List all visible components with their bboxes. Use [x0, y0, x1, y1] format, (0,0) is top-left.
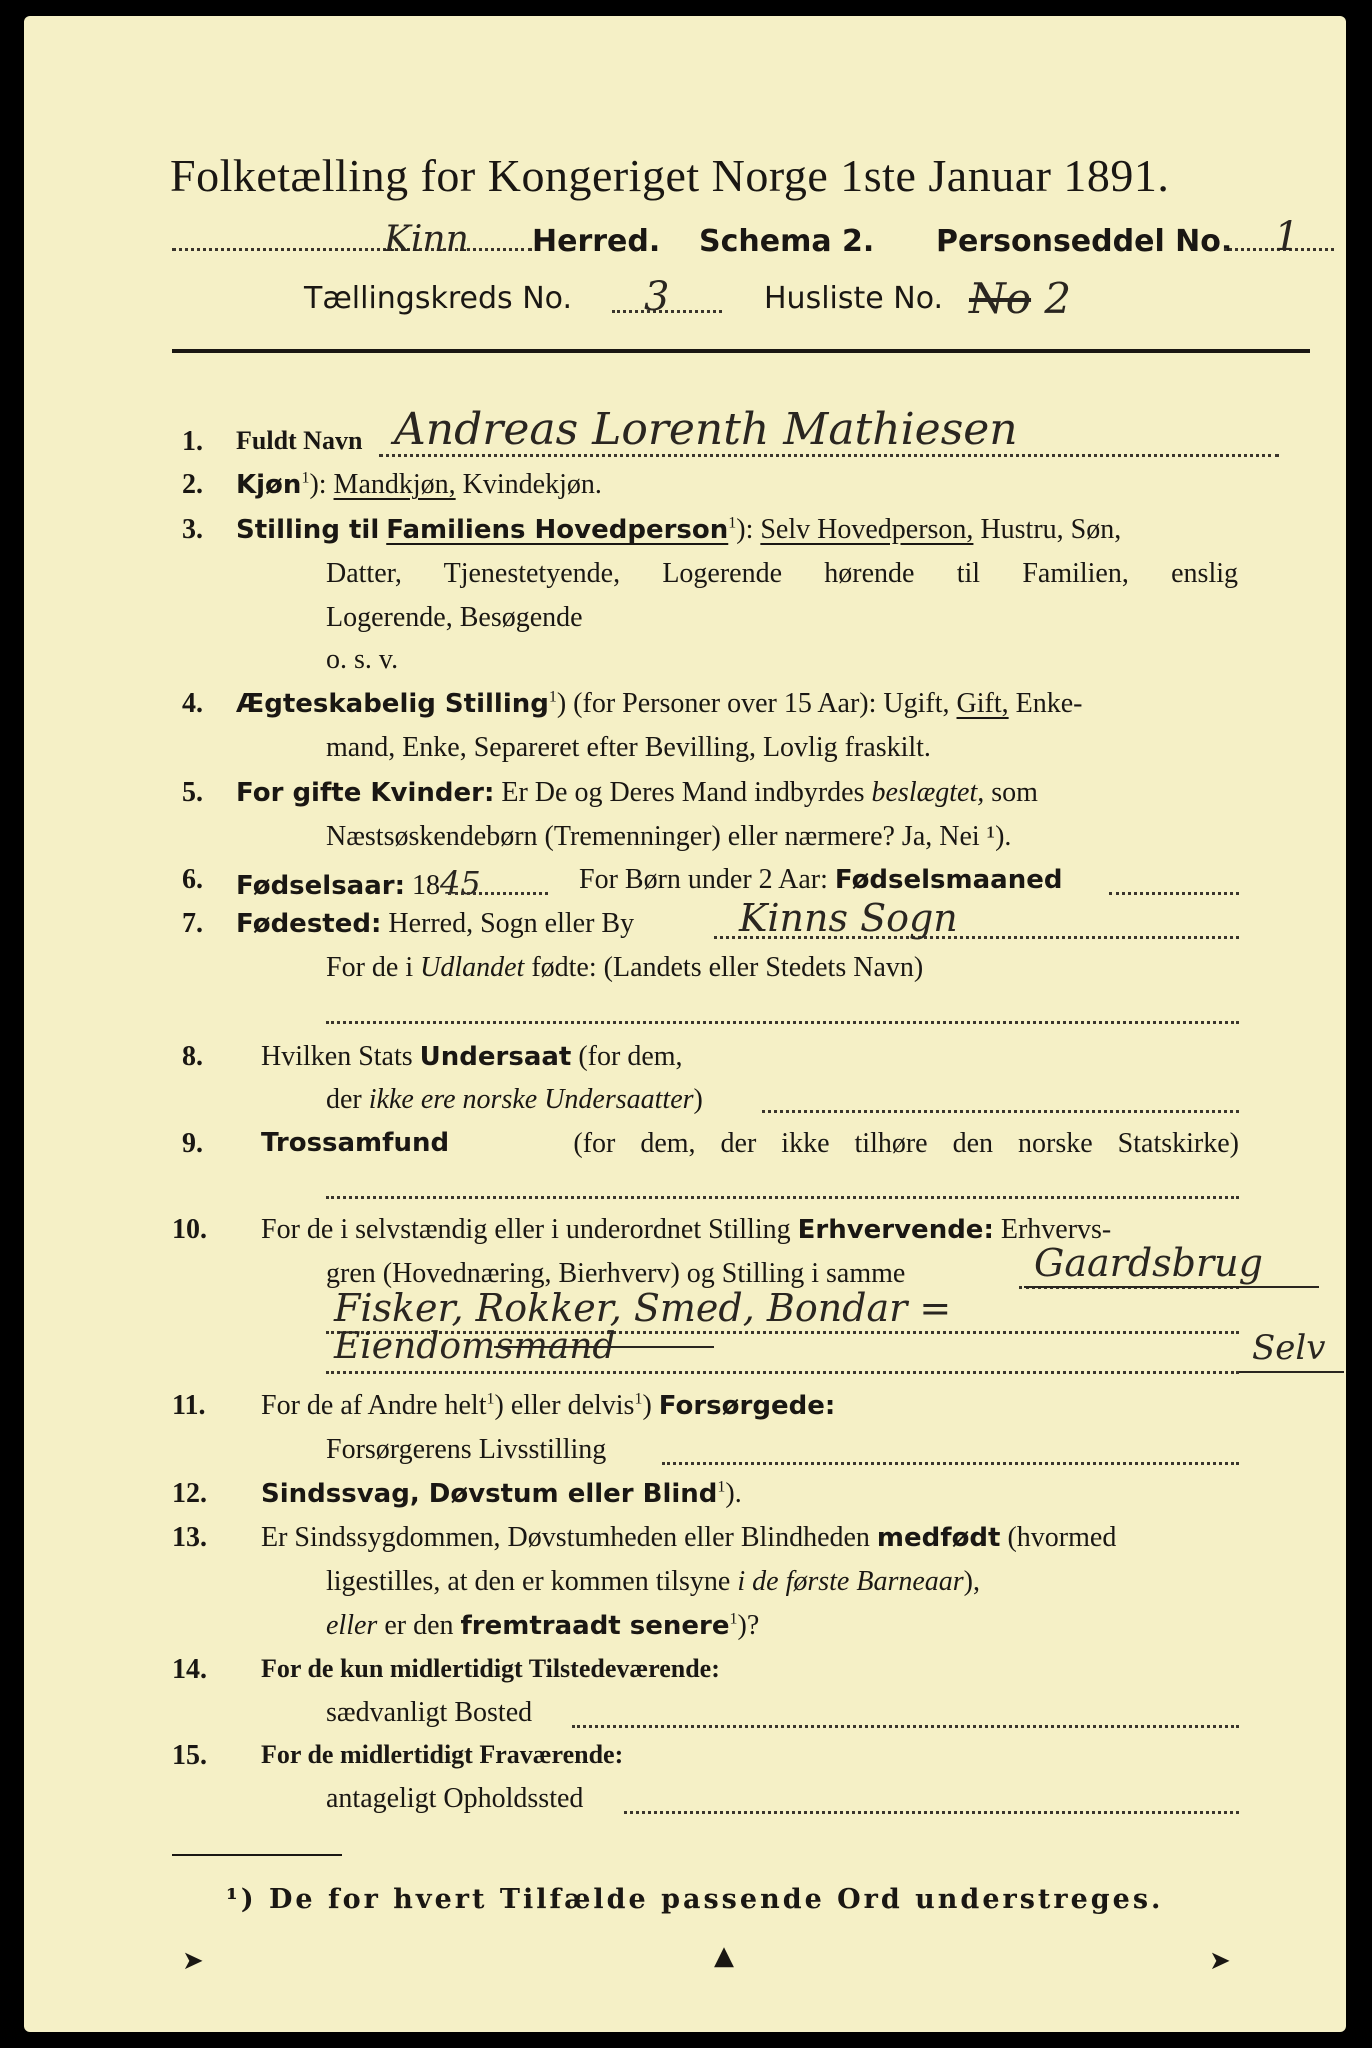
item-13-line-2-a: ligestilles, at den er kommen tilsyne [326, 1566, 731, 1597]
item-8-der: der [326, 1084, 362, 1115]
item-9-number: 9. [182, 1128, 203, 1159]
item-7-line-1 [236, 908, 634, 940]
item-4-text: ) (for Personer over 15 Aar): Ugift, [556, 688, 950, 719]
item-3-line-2: Datter, Tjenestetyende, Logerende hørende til Familien, enslig [326, 558, 1238, 589]
item-13-line-2-b: ), [963, 1566, 980, 1597]
item-7-label: Fødested: [236, 909, 382, 939]
item-13-line-3-a: er den [384, 1610, 454, 1641]
footnote-rule [172, 1854, 342, 1856]
item-6-line [236, 864, 481, 902]
item-10-line-1 [261, 1214, 1111, 1246]
item-9-text: (for dem, der ikke tilhøre den norske Statskirke) [573, 1128, 1239, 1159]
item-14-dotted-line [572, 1725, 1239, 1728]
item-6-number: 6. [182, 864, 203, 895]
item-6-label: Fødselsaar: [236, 871, 405, 901]
item-8-dotted-line [762, 1110, 1239, 1113]
item-13-line-1 [261, 1522, 1116, 1554]
item-14-line-2: sædvanligt Bosted [326, 1697, 533, 1728]
item-8-number: 8. [182, 1041, 203, 1072]
item-15-dotted-line [624, 1811, 1239, 1814]
item-8-text-a: Hvilken Stats [261, 1041, 413, 1072]
item-8-paren: ) [693, 1084, 703, 1115]
item-7-number: 7. [182, 908, 203, 939]
footnote-text: De for hvert Tilfælde passende Ord understreges. [269, 1884, 1164, 1915]
item-13-label: medfødt [876, 1523, 1001, 1553]
item-10-value-occupation-1: Gaardsbrug [1034, 1241, 1263, 1285]
item-4-line-1 [236, 688, 1082, 720]
item-2-colon: ): [309, 469, 327, 500]
item-3-label: Stilling til [236, 515, 380, 545]
item-6-dotted-line-a [448, 892, 548, 895]
item-3-options-cont: Hustru, Søn, [980, 514, 1122, 545]
item-10-side-underline [1239, 1371, 1344, 1373]
item-5-italic: beslægtet, [871, 777, 985, 808]
item-6-label-2: Fødselsmaaned [834, 865, 1063, 895]
item-13-text-a: Er Sindssygdommen, Døvstumheden eller Blindheden [261, 1522, 870, 1553]
item-11-number: 11. [172, 1390, 206, 1421]
item-13-number: 13. [172, 1522, 207, 1553]
item-3-colon: ): [736, 514, 754, 545]
item-4-number: 4. [182, 688, 203, 719]
item-2-option-kvindekjon: Kvindekjøn. [462, 469, 602, 500]
item-12-number: 12. [172, 1478, 207, 1509]
item-10-label: Erhvervende: [797, 1215, 994, 1245]
item-8-italic: ikke ere norske Undersaatter [368, 1084, 694, 1115]
item-13-line-3-bold: fremtraadt senere [460, 1611, 730, 1641]
item-9-label: Trossamfund [261, 1128, 450, 1158]
item-3-footnote-mark: 1 [728, 514, 737, 532]
item-11-label: Forsørgede: [658, 1391, 836, 1421]
item-15-line-2: antageligt Opholdssted [326, 1783, 584, 1814]
item-3-option-selv-hovedperson-selected: Selv Hovedperson, [760, 514, 974, 545]
schema-label: Schema 2. [699, 224, 875, 259]
item-14-label: For de kun midlertidigt Tilstedeværende: [261, 1654, 720, 1683]
item-2-number: 2. [182, 469, 203, 500]
item-10-line-2: gren (Hovednæring, Bierhverv) og Stilling i samme [326, 1258, 906, 1289]
item-2-line [236, 469, 602, 501]
item-1-number: 1. [182, 426, 203, 457]
item-13-line-3-italic: eller [326, 1610, 378, 1641]
item-11-text-b: ) eller delvis [494, 1390, 635, 1421]
item-7-line-2-italic: Udlandet [420, 952, 525, 983]
item-11-line-1: For de af Andre helt$^1$) eller delvis$^1$) Forsørgede: [261, 1390, 836, 1421]
item-13-line-3: eller er den fremtraadt senere$^1$)? [326, 1610, 760, 1641]
taellingskreds-value: 3 [644, 274, 670, 320]
item-9-blank-line [326, 1196, 1239, 1199]
item-8-label: Undersaat [419, 1042, 572, 1072]
item-10-value-occupation-2: Fisker, Rokker, Smed, Bondar = [334, 1286, 952, 1330]
header-divider [172, 349, 1310, 353]
item-3-label-underlined: Familiens Hovedperson [386, 515, 729, 545]
item-2-option-mandkjon-selected: Mandkjøn, [333, 469, 456, 500]
footnote [226, 1884, 1163, 1915]
item-7-text: Herred, Sogn eller By [388, 908, 635, 939]
item-3-number: 3. [182, 514, 203, 545]
item-2-footnote-mark: 1 [301, 469, 310, 487]
item-13-line-2-italic: i de første Barneaar [737, 1566, 964, 1597]
item-4-text-end: Enke- [1015, 688, 1083, 719]
herred-label: Herred. [532, 224, 661, 259]
item-5-number: 5. [182, 777, 203, 808]
item-8-text-c: (for dem, [578, 1041, 683, 1072]
item-11-text-a: For de af Andre helt [261, 1390, 487, 1421]
item-6-mid [579, 864, 1062, 896]
item-10-handwritten-underline [1024, 1286, 1319, 1288]
item-7-line-2 [326, 952, 923, 984]
herred-dotted-line [172, 248, 532, 251]
husliste-value: No 2 [969, 274, 1072, 323]
item-4-footnote-mark: 1 [548, 688, 557, 706]
item-10-number: 10. [172, 1214, 207, 1245]
item-4-option-gift-selected: Gift, [956, 688, 1009, 719]
item-2-label: Kjøn [236, 470, 302, 500]
footnote-mark: ¹) [226, 1884, 257, 1915]
item-5-line-2: Næstsøskendebørn (Tremenninger) eller nærmere? Ja, Nei ¹). [326, 821, 1012, 852]
item-14-number: 14. [172, 1654, 207, 1685]
item-5-text: Er De og Deres Mand indbyrdes [501, 777, 865, 808]
item-8-line-2 [326, 1084, 703, 1116]
item-1-label: Fuldt Navn [236, 426, 363, 455]
item-11-line-2: Forsørgerens Livsstilling [326, 1434, 607, 1465]
item-12-line: Sindssvag, Døvstum eller Blind$^1$). [261, 1478, 742, 1509]
census-form-page [24, 16, 1346, 2032]
husliste-label: Husliste No. [764, 281, 944, 316]
personseddel-value: 1 [1274, 214, 1300, 260]
item-13-line-3-c: )? [737, 1610, 760, 1641]
item-15-label: For de midlertidigt Fraværende: [261, 1740, 624, 1769]
item-8-line-1 [261, 1041, 683, 1073]
item-9-line-1 [261, 1128, 1239, 1160]
taellingskreds-label: Tællingskreds No. [304, 281, 572, 316]
corner-mark-right: ➤ [1209, 1946, 1231, 1976]
item-6-dotted-line-b [1109, 892, 1239, 895]
item-10-value-side: Selv [1252, 1328, 1326, 1368]
item-10-text-c: Erhvervs- [1000, 1214, 1112, 1245]
form-title: Folketælling for Kongeriget Norge 1ste Januar 1891. [170, 150, 1170, 201]
item-3-line-4: o. s. v. [326, 644, 399, 675]
item-4-label: Ægteskabelig Stilling [236, 689, 549, 719]
item-11-text-c: ) [642, 1390, 652, 1421]
item-15-number: 15. [172, 1740, 207, 1771]
item-3-line-3: Logerende, Besøgende [326, 602, 583, 633]
item-13-text-c: (hvormed [1007, 1522, 1117, 1553]
item-5-line-1 [236, 777, 1038, 809]
item-12-text: ). [725, 1478, 742, 1509]
item-4-line-2: mand, Enke, Separeret efter Bevilling, Lovlig fraskilt. [326, 732, 931, 763]
item-13-line-2 [326, 1566, 980, 1598]
item-1-value-name: Andreas Lorenth Mathiesen [394, 404, 1018, 455]
item-10-value-occupation-3: Eiendomsmand [334, 1326, 616, 1367]
item-6-value-year: 45 [440, 864, 481, 902]
item-6-prefix: 18 [412, 870, 440, 901]
item-7-value-birthplace: Kinns Sogn [739, 896, 958, 940]
item-5-text-end: som [991, 777, 1038, 808]
personseddel-label: Personseddel No. [936, 224, 1233, 259]
item-10-value-3-stroke [494, 1346, 714, 1348]
herred-value: Kinn [384, 219, 469, 260]
item-7-line-2-b: fødte: (Landets eller Stedets Navn) [531, 952, 924, 983]
item-7-line-2-a: For de i [326, 952, 414, 983]
item-6-under-two: For Børn under 2 Aar: [579, 864, 828, 895]
corner-mark-center: ▲ [714, 1941, 734, 1971]
item-12-label: Sindssvag, Døvstum eller Blind [261, 1479, 718, 1509]
item-11-dotted-line [662, 1462, 1239, 1465]
item-10-dotted-line-3 [326, 1371, 1239, 1374]
item-7-blank-line [326, 1021, 1239, 1024]
item-10-text-a: For de i selvstændig eller i underordnet Stilling [261, 1214, 791, 1245]
corner-mark-left: ➤ [182, 1946, 204, 1976]
item-5-label: For gifte Kvinder: [236, 778, 495, 808]
item-3-line-1 [236, 514, 1121, 546]
